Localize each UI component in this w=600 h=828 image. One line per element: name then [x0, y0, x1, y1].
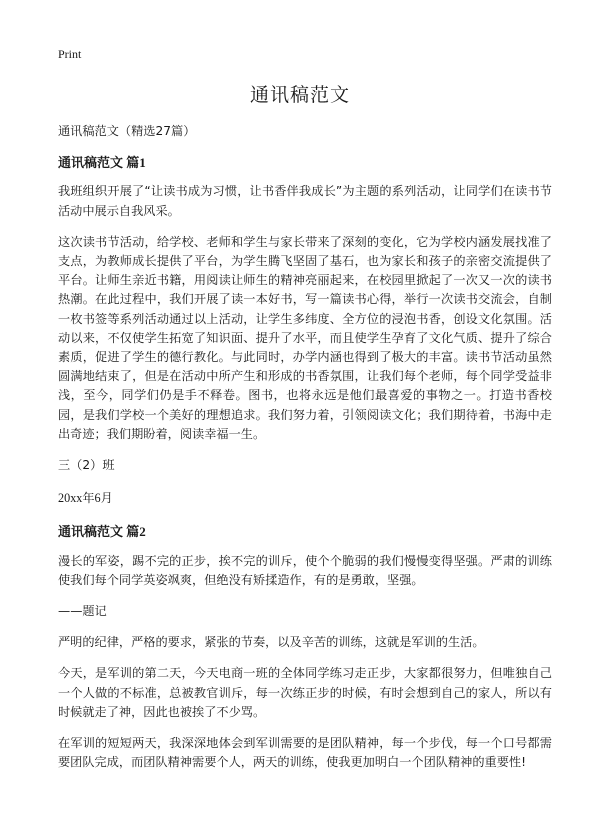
section-1-date-line: 20xx年6月: [58, 491, 113, 506]
section-2-paragraph-3: 今天，是军训的第二天，今天电商一班的全体同学练习走正步，大家都很努力，但唯独自己一个人做的不标准，总被教官训斥，每一次练正步的时候，有时会想到自己的家人，所以有时候就走了神，因此也被挨了不少骂。: [58, 666, 552, 719]
section-2-paragraph-1: 漫长的军姿，踢不完的正步，挨不完的训斥，使个个脆弱的我们慢慢变得坚强。严肃的训练使我们每个同学英姿飒爽，但绝没有矫揉造作，有的是勇敢，坚强。: [58, 553, 552, 587]
print-link[interactable]: Print: [58, 47, 82, 61]
section-heading-1: 通讯稿范文 篇1: [58, 155, 146, 171]
section-1-paragraph-2: 这次读书节活动，给学校、老师和学生与家长带来了深刻的变化，它为学校内涵发展找准了支点，为教师成长提供了平台，为学生腾飞坚固了基石，也为家长和孩子的亲密交流提供了平台。让师生亲近书籍，用阅读让师生的精神亮丽起来，在校园里掀起了一次又一次的读书热潮。在此过程中，我们开展了读一本好书，写一篇读书心得，举行一次读书交流会，自制一枚书签等系列活动通过以上活动，让学生多纬度、全方位的浸泡书香，创设文化氛围。活动以来，不仅使学生拓宽了知识面、提升了水平，而且使学生孕育了文化气质、提升了综合素质，促进了学生的德行教化。与此同时，办学内涵也得到了极大的丰富。读书节活动虽然圆满地结束了，但是在活动中所产生和形成的书香氛围，让我们每个老师，每个同学受益非浅，至今，同学们仍是手不释卷。图书，也将永远是他们最喜爱的事物之一。打造书香校园，是我们学校一个美好的理想追求。我们努力着，引领阅读文化；我们期待着，书海中走出奇迹；我们期盼着，阅读幸福一生。: [58, 234, 552, 441]
section-2-paragraph-2: 严明的纪律，严格的要求，紧张的节奏，以及辛苦的训练，这就是军训的生活。: [58, 635, 485, 650]
page-title: 通讯稿范文: [249, 84, 350, 106]
section-2-epigraph: ——题记: [58, 604, 107, 619]
section-1-paragraph-1: 我班组织开展了“让读书成为习惯，让书香伴我成长”为主题的系列活动，让同学们在读书节活动中展示自我风采。: [58, 184, 552, 218]
section-1-class-line: 三（2）班: [58, 458, 115, 473]
section-2-paragraph-4: 在军训的短短两天，我深深地体会到军训需要的是团队精神，每一个步伐，每一个口号都需要团队完成，而团队精神需要个人，两天的训练，使我更加明白一个团队精神的重要性!: [58, 736, 552, 770]
article-subtitle: 通讯稿范文（精选27篇）: [58, 124, 196, 138]
section-heading-2: 通讯稿范文 篇2: [58, 524, 146, 540]
article-body: [58, 122, 552, 784]
